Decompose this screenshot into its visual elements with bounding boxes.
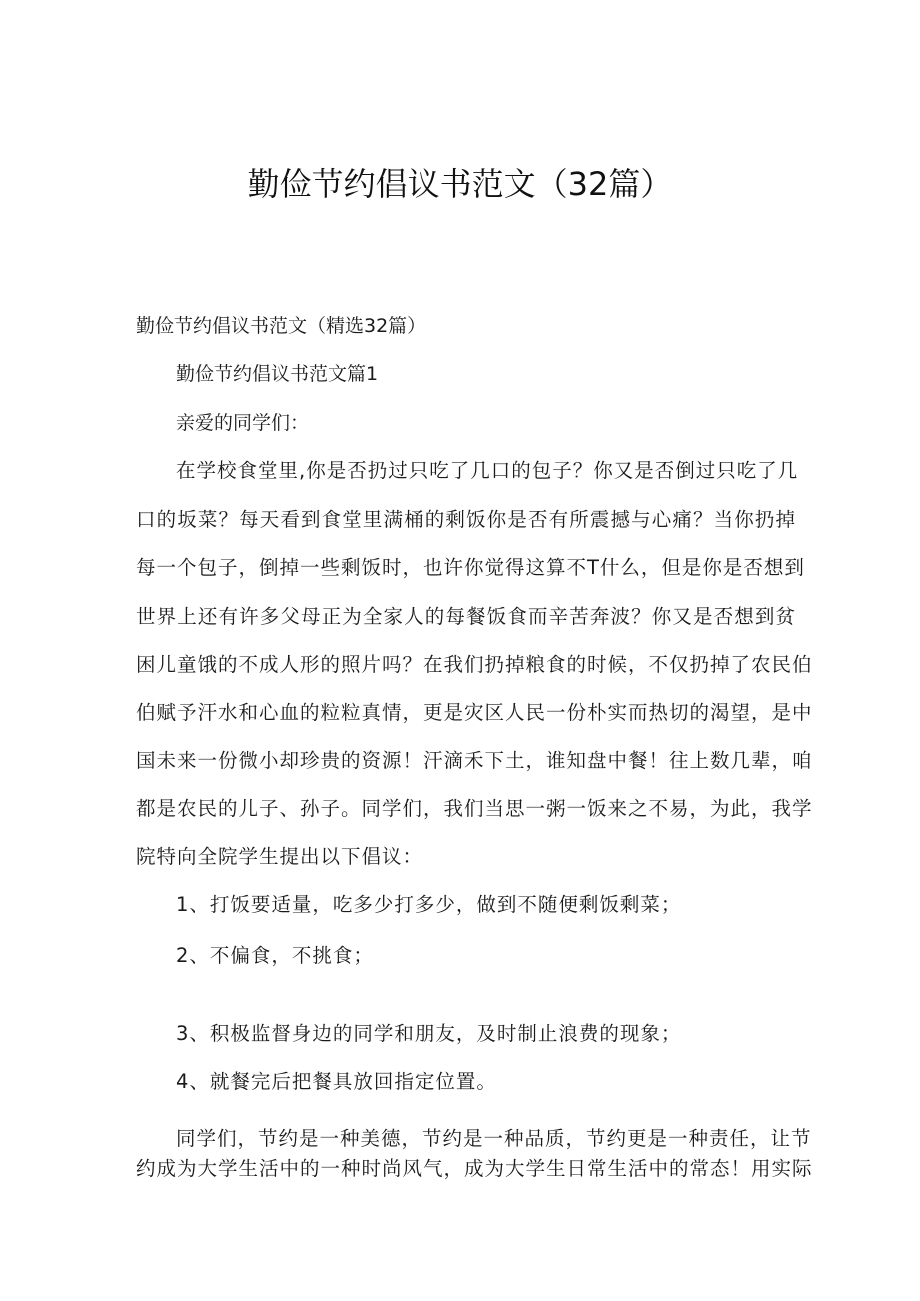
paragraph1-line: 每一个包子，倒掉一些剩饭时，也许你觉得这算不T什么，但是你是否想到 [136, 556, 805, 579]
proposal-item: 4、就餐完后把餐具放回指定位置。 [176, 1070, 497, 1093]
paragraph1-line: 世界上还有许多父母正为全家人的每餐饭食而辛苦奔波？你又是否想到贫 [136, 605, 796, 628]
paragraph1-line: 在学校食堂里,你是否扔过只吃了几口的包子？你又是否倒过只吃了几 [176, 459, 799, 482]
paragraph1-line: 困儿童饿的不成人形的照片吗？在我们扔掉粮食的时候，不仅扔掉了农民伯 [136, 653, 813, 676]
document-title: 勤俭节约倡议书范文（32篇） [247, 165, 673, 203]
paragraph1-line: 国未来一份微小却珍贵的资源！汗滴禾下土，谁知盘中餐！往上数几辈，咱 [136, 749, 813, 772]
paragraph1-line: 口的坂菜？每天看到食堂里满桶的剩饭你是否有所震撼与心痛？当你扔掉 [136, 508, 796, 531]
paragraph1-line: 都是农民的儿子、孙子。同学们，我们当思一粥一饭来之不易，为此，我学 [136, 797, 813, 820]
section-heading: 勤俭节约倡议书范文篇1 [176, 363, 379, 385]
paragraph2-line: 约成为大学生活中的一种时尚风气，成为大学生日常生活中的常态！用实际 [136, 1157, 813, 1180]
paragraph1-line: 院特向全院学生提出以下倡议： [136, 845, 424, 868]
greeting: 亲爱的同学们： [176, 412, 310, 434]
proposal-item: 3、积极监督身边的同学和朋友，及时制止浪费的现象； [176, 1022, 682, 1045]
document-subtitle: 勤俭节约倡议书范文（精选32篇） [136, 315, 427, 337]
paragraph2-line: 同学们，节约是一种美德，节约是一种品质，节约更是一种责任，让节 [176, 1127, 812, 1150]
proposal-item: 2、不偏食，不挑食； [176, 944, 374, 967]
paragraph1-line: 伯赋予汗水和心血的粒粒真情，更是灾区人民一份朴实而热切的渴望，是中 [136, 701, 813, 724]
proposal-item: 1、打饭要适量，吃多少打多少，做到不随便剩饭剩菜； [176, 893, 682, 916]
